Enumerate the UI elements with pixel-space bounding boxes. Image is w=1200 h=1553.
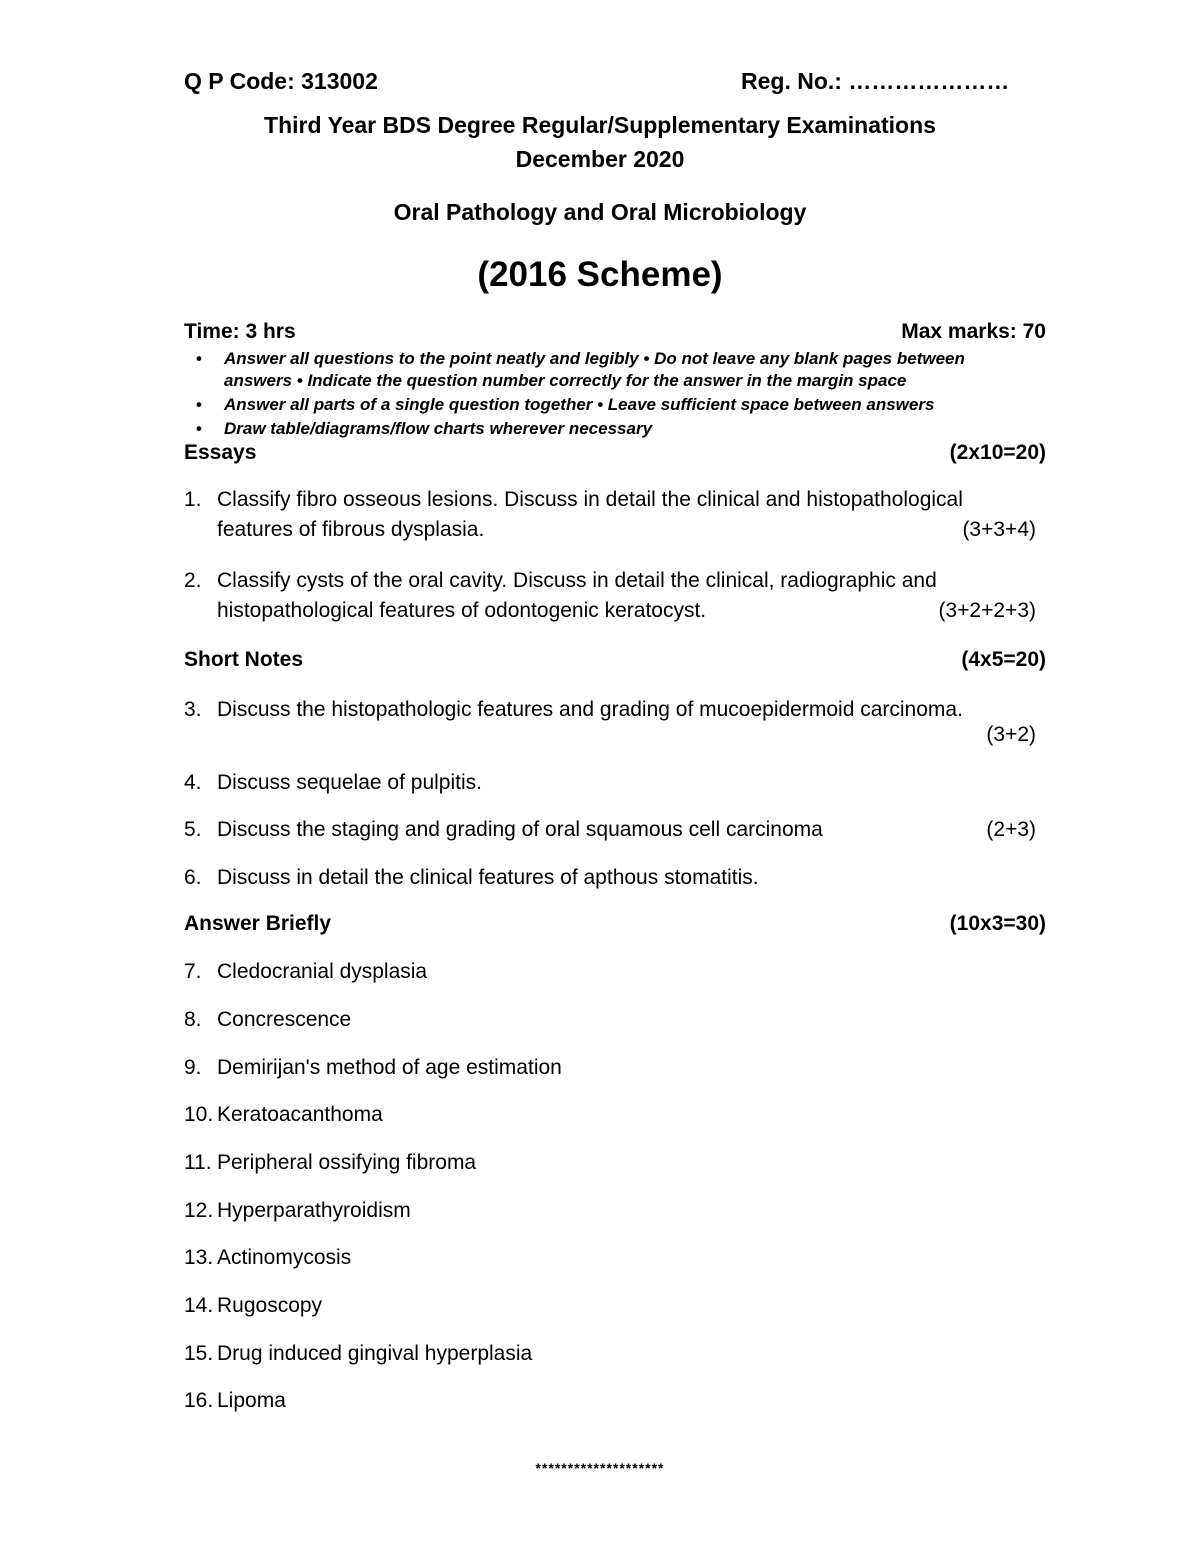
question-number: 14.: [184, 1294, 214, 1317]
question-number: 1.: [184, 488, 202, 511]
question-text: Drug induced gingival hyperplasia: [217, 1342, 533, 1365]
question-text: Actinomycosis: [217, 1246, 352, 1269]
question-number: 10.: [184, 1103, 214, 1126]
question-text: Classify fibro osseous lesions. Discuss in detail the clinical and histopathological: [217, 488, 963, 511]
question-number: 3.: [184, 698, 202, 721]
question-text: Concrescence: [217, 1008, 352, 1031]
subject-title: Oral Pathology and Oral Microbiology: [393, 199, 807, 225]
question-number: 16.: [184, 1389, 214, 1412]
question-number: 13.: [184, 1246, 214, 1269]
question-number: 5.: [184, 818, 202, 841]
bullet-icon: •: [196, 349, 202, 368]
max-marks: Max marks: 70: [901, 320, 1046, 343]
question-text: Cledocranial dysplasia: [217, 960, 428, 983]
question-1: [0, 488, 1200, 548]
question-text: Demirijan's method of age estimation: [217, 1056, 562, 1079]
question-text: Discuss the staging and grading of oral squamous cell carcinoma: [217, 818, 823, 841]
question-number: 7.: [184, 960, 202, 983]
question-text: Hyperparathyroidism: [217, 1199, 411, 1222]
section-essays-marks: (2x10=20): [949, 441, 1046, 464]
bullet-icon: •: [196, 395, 202, 414]
exam-title: Third Year BDS Degree Regular/Supplementary Examinations: [264, 112, 936, 138]
question-text: Rugoscopy: [217, 1294, 323, 1317]
question-2: [0, 569, 1200, 629]
qp-code: Q P Code: 313002: [184, 68, 378, 94]
question-number: 4.: [184, 771, 202, 794]
question-text-cont: features of fibrous dysplasia.: [217, 518, 485, 541]
reg-no: Reg. No.: …………………: [741, 68, 1010, 94]
instruction-1-text: Answer all questions to the point neatly and legibly • Do not leave any blank pages between: [224, 349, 965, 368]
question-text: Peripheral ossifying fibroma: [217, 1151, 477, 1174]
instruction-2-text: Answer all parts of a single question together • Leave sufficient space between answers: [224, 395, 935, 414]
question-number: 6.: [184, 866, 202, 889]
section-answer-briefly-title: Answer Briefly: [184, 912, 332, 935]
exam-date: December 2020: [515, 146, 685, 172]
question-text: Classify cysts of the oral cavity. Discuss in detail the clinical, radiographic and: [217, 569, 937, 592]
question-number: 9.: [184, 1056, 202, 1079]
question-text: Discuss the histopathologic features and grading of mucoepidermoid carcinoma.: [217, 698, 963, 721]
question-number: 15.: [184, 1342, 214, 1365]
question-marks: (3+2): [986, 723, 1036, 746]
instruction-1b-text: answers • Indicate the question number correctly for the answer in the margin space: [224, 371, 907, 390]
question-number: 12.: [184, 1199, 214, 1222]
scheme-title: (2016 Scheme): [477, 255, 723, 294]
question-text: Lipoma: [217, 1389, 286, 1412]
question-text: Keratoacanthoma: [217, 1103, 383, 1126]
time-label: Time: 3 hrs: [184, 320, 296, 343]
question-marks: (3+2+2+3): [938, 599, 1036, 622]
section-short-notes-title: Short Notes: [184, 648, 304, 671]
question-marks: (2+3): [986, 818, 1036, 841]
question-number: 11.: [184, 1151, 212, 1174]
question-number: 2.: [184, 569, 202, 592]
instruction-3-text: Draw table/diagrams/flow charts wherever necessary: [224, 419, 653, 438]
question-marks: (3+3+4): [962, 518, 1036, 541]
section-answer-briefly-marks: (10x3=30): [949, 912, 1046, 935]
question-number: 8.: [184, 1008, 202, 1031]
question-text: Discuss in detail the clinical features of apthous stomatitis.: [217, 866, 759, 889]
question-text-cont: histopathological features of odontogenic keratocyst.: [217, 599, 707, 622]
bullet-icon: •: [196, 419, 202, 438]
question-3: [0, 698, 1200, 750]
section-essays-title: Essays: [184, 441, 257, 464]
section-short-notes-marks: (4x5=20): [961, 648, 1046, 671]
question-text: Discuss sequelae of pulpitis.: [217, 771, 482, 794]
end-marker: ********************: [535, 1460, 665, 1476]
